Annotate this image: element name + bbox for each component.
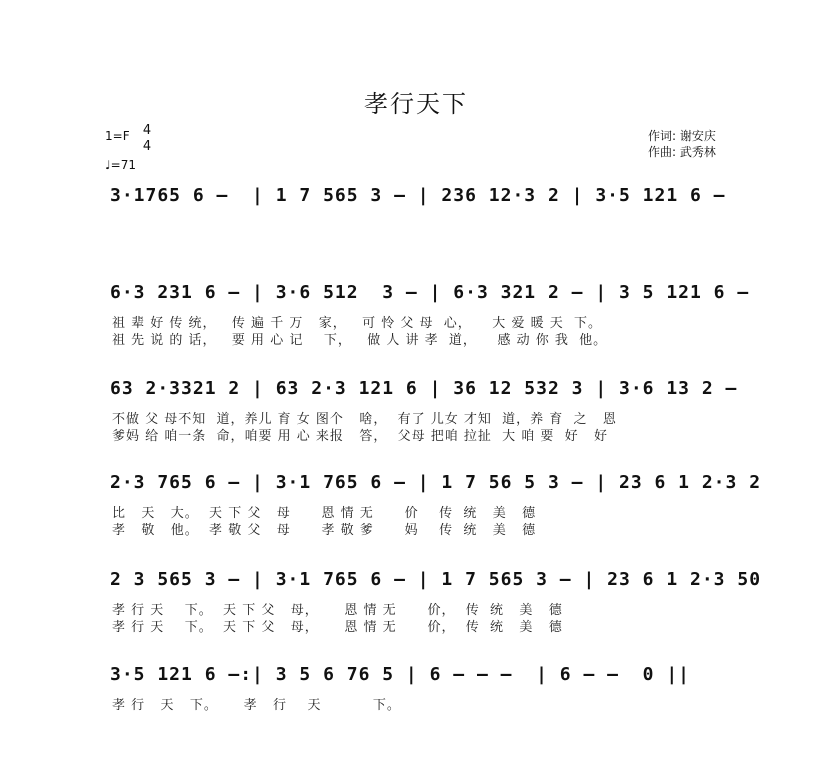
notation-line: 2·3 765 6 – | 3·1 765 6 – | 1 7 56 5 3 – | 23 6 1 2·3 2 [110, 472, 762, 493]
lyricist-credit: 作词: 谢安庆 [648, 129, 716, 143]
lyric-verse-1: 孝 行 天 下。 天 下 父 母， 恩 情 无 价， 传 统 美 德 [112, 603, 563, 618]
lyric-verse-1: 不做 父 母不知 道，养儿 育 女 图个 啥， 有了 儿女 才知 道，养 育 之 恩 [112, 412, 617, 427]
lyric-verse-1: 比 天 大。 天 下 父 母 恩 情 无 价 传 统 美 德 [112, 506, 537, 521]
notation-line: 2 3 565 3 – | 3·1 765 6 – | 1 7 565 3 – | 23 6 1 2·3 50 [110, 569, 762, 590]
staff-line-3 [0, 378, 832, 448]
tempo-marking: ♩=71 [105, 158, 136, 172]
time-signature-bottom: 4 [142, 139, 152, 154]
staff-line-1 [0, 185, 832, 255]
credits [648, 128, 716, 160]
lyric-verse-2: 孝 行 天 下。 天 下 父 母， 恩 情 无 价， 传 统 美 德 [112, 620, 563, 635]
time-signature [140, 124, 154, 156]
lyric-verse-1: 孝 行 天 下。 孝 行 天 下。 [112, 698, 401, 713]
lyric-verse-2: 爹妈 给 咱一条 命，咱要 用 心 来报 答， 父母 把咱 拉扯 大 咱 要 好 好 [112, 429, 609, 444]
score-title: 孝行天下 [364, 90, 468, 118]
lyric-verse-1: 祖 辈 好 传 统， 传 遍 千 万 家， 可 怜 父 母 心， 大 爱 暖 天 下。 [112, 316, 602, 331]
lyric-verse-2: 孝 敬 他。 孝 敬 父 母 孝 敬 爹 妈 传 统 美 德 [112, 523, 537, 538]
key-signature: 1=F [105, 129, 130, 143]
staff-line-6 [0, 664, 832, 734]
staff-line-5 [0, 569, 832, 639]
staff-line-2 [0, 282, 832, 352]
notation-line: 63 2·3321 2 | 63 2·3 121 6 | 36 12 532 3 | 3·6 13 2 – [110, 378, 738, 399]
lyric-verse-2: 祖 先 说 的 话， 要 用 心 记 下， 做 人 讲 孝 道， 感 动 你 我 他。 [112, 333, 608, 348]
notation-line: 6·3 231 6 – | 3·6 512 3 – | 6·3 321 2 – | 3 5 121 6 – [110, 282, 750, 303]
staff-line-4 [0, 472, 832, 542]
notation-line: 3·5 121 6 –:| 3 5 6 76 5 | 6 – – – | 6 – – 0 || [110, 664, 691, 685]
time-signature-top: 4 [142, 123, 152, 138]
notation-line: 3·1765 6 – | 1 7 565 3 – | 236 12·3 2 | 3·5 121 6 – [110, 185, 726, 206]
composer-credit: 作曲: 武秀林 [648, 145, 716, 159]
